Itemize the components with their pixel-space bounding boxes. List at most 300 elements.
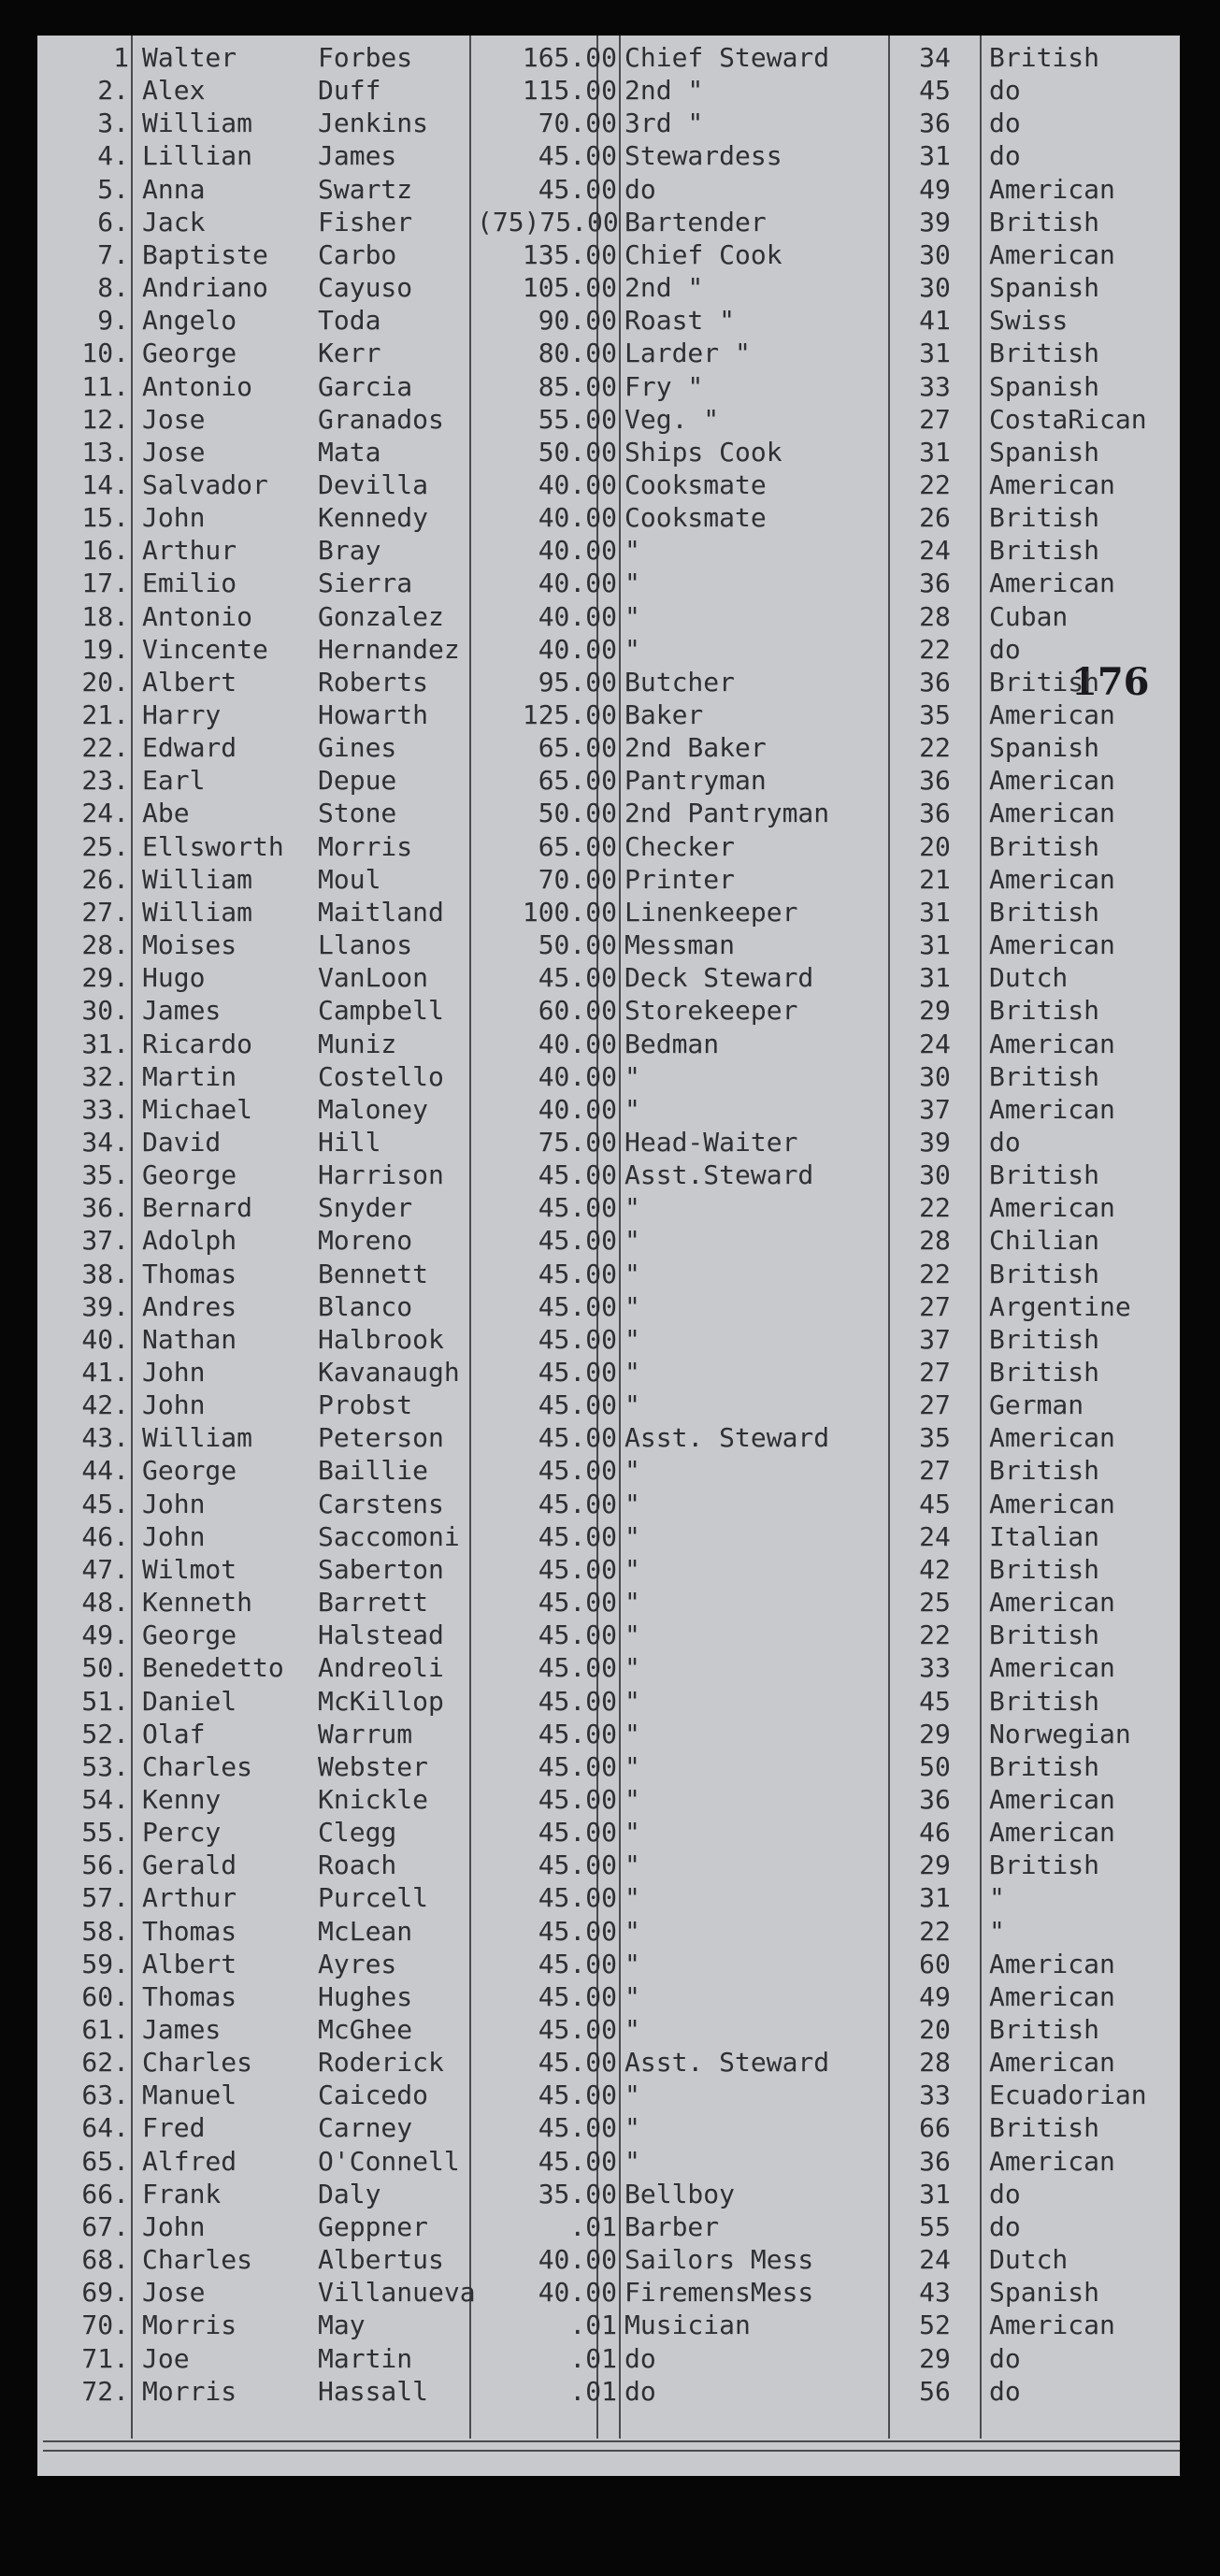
age-cell: 22 — [919, 633, 951, 665]
nationality-cell: American — [989, 1093, 1115, 1125]
position-cell: Ships Cook — [624, 436, 782, 468]
age-cell: 24 — [919, 1028, 951, 1059]
age-cell: 24 — [919, 1520, 951, 1552]
age-cell: 27 — [919, 1455, 951, 1487]
age-cell: 24 — [919, 2244, 951, 2276]
position-cell: " — [624, 1685, 640, 1717]
wage-cell: 135.00 — [522, 238, 617, 270]
wage-cell: 65.00 — [538, 830, 617, 862]
row-number-cell: 66. — [81, 2178, 129, 2209]
row-number-cell: 4. — [97, 140, 129, 172]
last-name-cell: Baillie — [318, 1455, 429, 1487]
last-name-cell: Llanos — [318, 929, 413, 961]
first-name-cell: Emilio — [142, 568, 237, 599]
position-cell: " — [624, 1093, 640, 1125]
last-name-cell: Fisher — [318, 206, 413, 237]
table-row — [37, 1915, 1180, 1948]
first-name-cell: Thomas — [142, 1980, 237, 2012]
row-number-cell: 34. — [81, 1126, 129, 1158]
position-cell: 2nd " — [624, 272, 704, 304]
row-number-cell: 30. — [81, 995, 129, 1027]
first-name-cell: Ellsworth — [142, 830, 284, 862]
wage-cell: 105.00 — [522, 272, 617, 304]
position-cell: Bedman — [624, 1028, 720, 1059]
table-row — [37, 304, 1180, 337]
nationality-cell: American — [989, 1587, 1115, 1619]
last-name-cell: O'Connell — [318, 2145, 460, 2177]
wage-cell: 45.00 — [538, 1290, 617, 1322]
age-cell: 39 — [919, 1126, 951, 1158]
wage-cell: 45.00 — [538, 1783, 617, 1815]
table-row — [37, 1389, 1180, 1421]
last-name-cell: Costello — [318, 1060, 444, 1092]
wage-cell: 45.00 — [538, 1718, 617, 1749]
row-number-cell: 24. — [81, 798, 129, 829]
last-name-cell: Swartz — [318, 173, 413, 205]
last-name-cell: Clegg — [318, 1817, 397, 1849]
row-number-cell: 69. — [81, 2277, 129, 2309]
position-cell: " — [624, 1652, 640, 1684]
last-name-cell: Garcia — [318, 370, 413, 402]
age-cell: 20 — [919, 2014, 951, 2045]
last-name-cell: Cayuso — [318, 272, 413, 304]
position-cell: Barber — [624, 2210, 720, 2242]
wage-cell: 45.00 — [538, 1750, 617, 1782]
first-name-cell: Morris — [142, 2375, 237, 2407]
position-cell: " — [624, 1488, 640, 1519]
first-name-cell: Benedetto — [142, 1652, 284, 1684]
nationality-cell: American — [989, 765, 1115, 797]
table-row — [37, 2145, 1180, 2178]
position-cell: Deck Steward — [624, 962, 814, 994]
last-name-cell: Toda — [318, 305, 381, 337]
table-row — [37, 2111, 1180, 2144]
age-cell: 22 — [919, 468, 951, 500]
first-name-cell: Arthur — [142, 535, 237, 567]
nationality-cell: Dutch — [989, 2244, 1069, 2276]
table-row — [37, 1553, 1180, 1586]
nationality-cell: American — [989, 1652, 1115, 1684]
wage-cell: 45.00 — [538, 1882, 617, 1914]
table-row — [37, 600, 1180, 633]
last-name-cell: Knickle — [318, 1783, 429, 1815]
position-cell: Veg. " — [624, 403, 720, 435]
nationality-cell: Swiss — [989, 305, 1069, 337]
wage-cell: 40.00 — [538, 633, 617, 665]
wage-cell: 70.00 — [538, 108, 617, 139]
nationality-cell: American — [989, 699, 1115, 730]
age-cell: 30 — [919, 238, 951, 270]
age-cell: 37 — [919, 1323, 951, 1355]
last-name-cell: Campbell — [318, 995, 444, 1027]
first-name-cell: Edward — [142, 732, 237, 764]
position-cell: Chief Cook — [624, 238, 782, 270]
position-cell: " — [624, 568, 640, 599]
age-cell: 31 — [919, 929, 951, 961]
last-name-cell: Moreno — [318, 1225, 413, 1257]
wage-cell: 45.00 — [538, 1225, 617, 1257]
table-row — [37, 1783, 1180, 1816]
row-number-cell: 54. — [81, 1783, 129, 1815]
row-number-cell: 31. — [81, 1028, 129, 1059]
first-name-cell: Joe — [142, 2342, 190, 2374]
table-row — [37, 698, 1180, 731]
position-cell: " — [624, 1619, 640, 1651]
age-cell: 33 — [919, 370, 951, 402]
age-cell: 36 — [919, 765, 951, 797]
row-number-cell: 3. — [97, 108, 129, 139]
age-cell: 42 — [919, 1553, 951, 1585]
position-cell: " — [624, 633, 640, 665]
last-name-cell: Bray — [318, 535, 381, 567]
position-cell: " — [624, 1882, 640, 1914]
first-name-cell: Martin — [142, 1060, 237, 1092]
last-name-cell: Devilla — [318, 468, 429, 500]
first-name-cell: Olaf — [142, 1718, 206, 1749]
wage-cell: 40.00 — [538, 1060, 617, 1092]
wage-cell: 45.00 — [538, 1587, 617, 1619]
wage-cell: 85.00 — [538, 370, 617, 402]
age-cell: 31 — [919, 962, 951, 994]
first-name-cell: Thomas — [142, 1915, 237, 1947]
nationality-cell: Norwegian — [989, 1718, 1131, 1749]
page-number: 176 — [1071, 660, 1150, 704]
age-cell: 31 — [919, 2178, 951, 2209]
position-cell: do — [624, 2375, 656, 2407]
position-cell: " — [624, 1290, 640, 1322]
nationality-cell: British — [989, 2014, 1100, 2045]
position-cell: 3rd " — [624, 108, 704, 139]
first-name-cell: Wilmot — [142, 1553, 237, 1585]
first-name-cell: Jose — [142, 403, 206, 435]
nationality-cell: American — [989, 1192, 1115, 1224]
first-name-cell: Anna — [142, 173, 206, 205]
position-cell: Head-Waiter — [624, 1126, 798, 1158]
row-number-cell: 37. — [81, 1225, 129, 1257]
age-cell: 29 — [919, 1718, 951, 1749]
row-number-cell: 20. — [81, 666, 129, 698]
table-row — [37, 896, 1180, 928]
age-cell: 27 — [919, 1357, 951, 1388]
wage-cell: 75.00 — [538, 1126, 617, 1158]
last-name-cell: Snyder — [318, 1192, 413, 1224]
row-number-cell: 64. — [81, 2112, 129, 2144]
row-number-cell: 71. — [81, 2342, 129, 2374]
age-cell: 27 — [919, 1389, 951, 1421]
row-number-cell: 39. — [81, 1290, 129, 1322]
table-row — [37, 139, 1180, 172]
first-name-cell: Albert — [142, 666, 237, 698]
last-name-cell: Peterson — [318, 1422, 444, 1454]
row-number-cell: 49. — [81, 1619, 129, 1651]
wage-cell: 40.00 — [538, 502, 617, 534]
row-number-cell: 65. — [81, 2145, 129, 2177]
wage-cell: 50.00 — [538, 436, 617, 468]
table-row — [37, 928, 1180, 961]
row-number-cell: 43. — [81, 1422, 129, 1454]
nationality-cell: American — [989, 929, 1115, 961]
nationality-cell: American — [989, 798, 1115, 829]
wage-cell: 45.00 — [538, 1980, 617, 2012]
table-row — [37, 1488, 1180, 1520]
row-number-cell: 7. — [97, 238, 129, 270]
first-name-cell: William — [142, 863, 253, 895]
age-cell: 30 — [919, 272, 951, 304]
last-name-cell: Hernandez — [318, 633, 460, 665]
nationality-cell: British — [989, 338, 1100, 369]
table-row — [37, 2276, 1180, 2309]
nationality-cell: British — [989, 2112, 1100, 2144]
bottom-rule — [43, 2440, 1180, 2442]
table-row — [37, 1849, 1180, 1881]
row-number-cell: 29. — [81, 962, 129, 994]
last-name-cell: Carbo — [318, 238, 397, 270]
position-cell: " — [624, 1520, 640, 1552]
table-row — [37, 1651, 1180, 1684]
row-number-cell: 60. — [81, 1980, 129, 2012]
table-row — [37, 2309, 1180, 2341]
wage-cell: 45.00 — [538, 1817, 617, 1849]
nationality-cell: British — [989, 42, 1100, 73]
wage-cell: 40.00 — [538, 600, 617, 632]
row-number-cell: 26. — [81, 863, 129, 895]
position-cell: Butcher — [624, 666, 736, 698]
last-name-cell: Martin — [318, 2342, 413, 2374]
position-cell: " — [624, 1718, 640, 1749]
row-number-cell: 38. — [81, 1258, 129, 1289]
last-name-cell: McKillop — [318, 1685, 444, 1717]
first-name-cell: Gerald — [142, 1849, 237, 1881]
row-number-cell: 47. — [81, 1553, 129, 1585]
age-cell: 36 — [919, 108, 951, 139]
wage-cell: 115.00 — [522, 75, 617, 107]
wage-cell: 100.00 — [522, 896, 617, 928]
position-cell: Sailors Mess — [624, 2244, 814, 2276]
position-cell: Messman — [624, 929, 736, 961]
row-number-cell: 28. — [81, 929, 129, 961]
nationality-cell: do — [989, 633, 1021, 665]
table-row — [37, 994, 1180, 1027]
first-name-cell: Harry — [142, 699, 222, 730]
last-name-cell: Kerr — [318, 338, 381, 369]
nationality-cell: British — [989, 535, 1100, 567]
position-cell: " — [624, 1587, 640, 1619]
nationality-cell: British — [989, 1553, 1100, 1585]
last-name-cell: McLean — [318, 1915, 413, 1947]
row-number-cell: 32. — [81, 1060, 129, 1092]
age-cell: 37 — [919, 1093, 951, 1125]
last-name-cell: Webster — [318, 1750, 429, 1782]
nationality-cell: do — [989, 140, 1021, 172]
last-name-cell: Bennett — [318, 1258, 429, 1289]
position-cell: Roast " — [624, 305, 736, 337]
wage-cell: 45.00 — [538, 1619, 617, 1651]
table-row — [37, 1750, 1180, 1783]
nationality-cell: British — [989, 995, 1100, 1027]
wage-cell: 45.00 — [538, 1258, 617, 1289]
wage-cell: 45.00 — [538, 2014, 617, 2045]
age-cell: 52 — [919, 2310, 951, 2341]
last-name-cell: Hughes — [318, 1980, 413, 2012]
row-number-cell: 15. — [81, 502, 129, 534]
table-row — [37, 2079, 1180, 2111]
first-name-cell: Albert — [142, 1948, 237, 1979]
first-name-cell: Antonio — [142, 370, 253, 402]
position-cell: " — [624, 1389, 640, 1421]
row-number-cell: 8. — [97, 272, 129, 304]
first-name-cell: Michael — [142, 1093, 253, 1125]
wage-cell: 45.00 — [538, 2047, 617, 2079]
nationality-cell: American — [989, 1488, 1115, 1519]
wage-cell: 45.00 — [538, 1915, 617, 1947]
wage-cell: 45.00 — [538, 2080, 617, 2111]
last-name-cell: Andreoli — [318, 1652, 444, 1684]
age-cell: 36 — [919, 1783, 951, 1815]
first-name-cell: Charles — [142, 1750, 253, 1782]
position-cell: " — [624, 2014, 640, 2045]
row-number-cell: 17. — [81, 568, 129, 599]
wage-cell: 95.00 — [538, 666, 617, 698]
age-cell: 29 — [919, 2342, 951, 2374]
position-cell: " — [624, 1849, 640, 1881]
wage-cell: 35.00 — [538, 2178, 617, 2209]
last-name-cell: Maloney — [318, 1093, 429, 1125]
age-cell: 22 — [919, 1258, 951, 1289]
last-name-cell: Caicedo — [318, 2080, 429, 2111]
position-cell: " — [624, 1915, 640, 1947]
nationality-cell: Spanish — [989, 272, 1100, 304]
position-cell: Larder " — [624, 338, 751, 369]
position-cell: Fry " — [624, 370, 704, 402]
last-name-cell: James — [318, 140, 397, 172]
row-number-cell: 5. — [97, 173, 129, 205]
table-row — [37, 2243, 1180, 2276]
last-name-cell: Saccomoni — [318, 1520, 460, 1552]
row-number-cell: 6. — [97, 206, 129, 237]
position-cell: Storekeeper — [624, 995, 798, 1027]
last-name-cell: Halstead — [318, 1619, 444, 1651]
age-cell: 36 — [919, 568, 951, 599]
wage-cell: .01 — [569, 2310, 617, 2341]
position-cell: do — [624, 2342, 656, 2374]
position-cell: " — [624, 535, 640, 567]
age-cell: 21 — [919, 863, 951, 895]
wage-cell: (75)75.00 — [477, 206, 619, 237]
last-name-cell: Roberts — [318, 666, 429, 698]
wage-cell: 65.00 — [538, 732, 617, 764]
age-cell: 30 — [919, 1060, 951, 1092]
first-name-cell: George — [142, 338, 237, 369]
last-name-cell: Kennedy — [318, 502, 429, 534]
first-name-cell: Nathan — [142, 1323, 237, 1355]
last-name-cell: Muniz — [318, 1028, 397, 1059]
nationality-cell: do — [989, 2178, 1021, 2209]
wage-cell: 45.00 — [538, 1389, 617, 1421]
last-name-cell: Ayres — [318, 1948, 397, 1979]
wage-cell: 40.00 — [538, 535, 617, 567]
first-name-cell: Earl — [142, 765, 206, 797]
row-number-cell: 72. — [81, 2375, 129, 2407]
table-row — [37, 403, 1180, 436]
first-name-cell: William — [142, 896, 253, 928]
nationality-cell: British — [989, 896, 1100, 928]
wage-cell: 165.00 — [522, 42, 617, 73]
wage-cell: 60.00 — [538, 995, 617, 1027]
first-name-cell: John — [142, 502, 206, 534]
first-name-cell: John — [142, 1357, 206, 1388]
nationality-cell: British — [989, 1060, 1100, 1092]
wage-cell: 45.00 — [538, 1192, 617, 1224]
last-name-cell: Albertus — [318, 2244, 444, 2276]
first-name-cell: William — [142, 108, 253, 139]
nationality-cell: American — [989, 173, 1115, 205]
age-cell: 31 — [919, 1882, 951, 1914]
row-number-cell: 48. — [81, 1587, 129, 1619]
position-cell: Musician — [624, 2310, 751, 2341]
wage-cell: 65.00 — [538, 765, 617, 797]
table-row — [37, 567, 1180, 599]
age-cell: 66 — [919, 2112, 951, 2144]
first-name-cell: Antonio — [142, 600, 253, 632]
first-name-cell: Morris — [142, 2310, 237, 2341]
row-number-cell: 46. — [81, 1520, 129, 1552]
nationality-cell: do — [989, 2375, 1021, 2407]
table-row — [37, 206, 1180, 238]
nationality-cell: American — [989, 1980, 1115, 2012]
row-number-cell: 27. — [81, 896, 129, 928]
wage-cell: 80.00 — [538, 338, 617, 369]
first-name-cell: Kenneth — [142, 1587, 253, 1619]
row-number-cell: 14. — [81, 468, 129, 500]
table-row — [37, 436, 1180, 468]
last-name-cell: Purcell — [318, 1882, 429, 1914]
position-cell: Bartender — [624, 206, 767, 237]
first-name-cell: Walter — [142, 42, 237, 73]
first-name-cell: Arthur — [142, 1882, 237, 1914]
first-name-cell: Lillian — [142, 140, 253, 172]
first-name-cell: Charles — [142, 2047, 253, 2079]
last-name-cell: Moul — [318, 863, 381, 895]
age-cell: 22 — [919, 1619, 951, 1651]
wage-cell: 45.00 — [538, 2145, 617, 2177]
row-number-cell: 35. — [81, 1159, 129, 1191]
last-name-cell: Granados — [318, 403, 444, 435]
row-number-cell: 36. — [81, 1192, 129, 1224]
nationality-cell: American — [989, 1817, 1115, 1849]
row-number-cell: 53. — [81, 1750, 129, 1782]
nationality-cell: CostaRican — [989, 403, 1147, 435]
last-name-cell: Morris — [318, 830, 413, 862]
last-name-cell: Kavanaugh — [318, 1357, 460, 1388]
first-name-cell: Jack — [142, 206, 206, 237]
wage-cell: .01 — [569, 2210, 617, 2242]
age-cell: 36 — [919, 666, 951, 698]
wage-cell: 40.00 — [538, 1093, 617, 1125]
last-name-cell: Carstens — [318, 1488, 444, 1519]
table-row — [37, 2210, 1180, 2243]
first-name-cell: Bernard — [142, 1192, 253, 1224]
first-name-cell: Moises — [142, 929, 237, 961]
nationality-cell: American — [989, 2047, 1115, 2079]
wage-cell: 45.00 — [538, 962, 617, 994]
last-name-cell: VanLoon — [318, 962, 429, 994]
position-cell: Chief Steward — [624, 42, 830, 73]
nationality-cell: German — [989, 1389, 1084, 1421]
age-cell: 55 — [919, 2210, 951, 2242]
position-cell: " — [624, 2112, 640, 2144]
age-cell: 28 — [919, 600, 951, 632]
row-number-cell: 44. — [81, 1455, 129, 1487]
